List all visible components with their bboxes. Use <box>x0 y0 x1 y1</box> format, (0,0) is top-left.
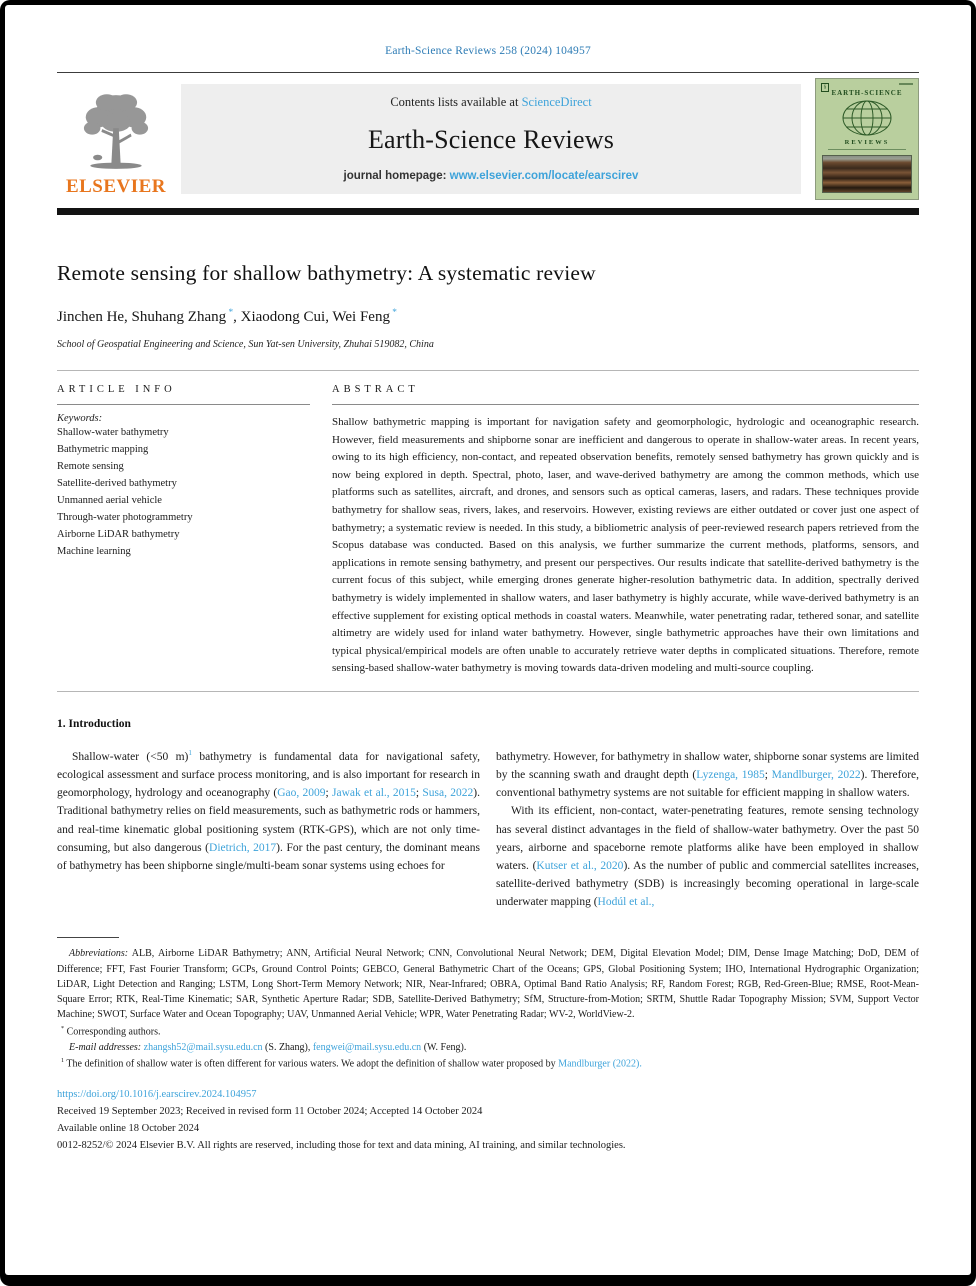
inline-link[interactable]: Kutser et al., 2020 <box>536 859 624 872</box>
text-segment: Corresponding authors. <box>64 1026 161 1038</box>
homepage-line <box>344 170 639 182</box>
text-segment: Abbreviations: <box>69 948 129 960</box>
abstract-column <box>332 384 919 678</box>
text-segment: * <box>61 1025 65 1033</box>
homepage-link[interactable]: www.elsevier.com/locate/earscirev <box>449 170 639 182</box>
article-info-column <box>57 384 310 678</box>
inline-link[interactable]: 1 <box>188 749 192 758</box>
inline-link[interactable]: Susa, 2022 <box>422 787 474 800</box>
text-segment: The definition of shallow water is often different for various waters. We adopt the definition of shallow water proposed by <box>64 1058 559 1070</box>
text-segment: Jinchen He, Shuhang Zhang <box>57 309 227 325</box>
text-segment: ). For the past century, the dominant means of bathymetry has been shipborne single/multi-beam sonar systems using echoes for <box>57 841 480 872</box>
inline-link[interactable]: fengwei@mail.sysu.edu.cn <box>312 1041 422 1053</box>
left-column <box>57 748 480 911</box>
text-segment: (S. Zhang), <box>262 1041 313 1053</box>
abstract-heading: ABSTRACT <box>332 384 419 395</box>
cover-photo <box>822 155 912 193</box>
keyword-item: Through-water photogrammetry <box>57 512 193 523</box>
inline-link[interactable]: Jawak et al., 2015 <box>332 787 416 800</box>
cover-subtitle-line <box>828 149 906 150</box>
abstract-rule <box>332 404 919 405</box>
text-segment: , Xiaodong Cui, Wei Feng <box>233 309 390 325</box>
keyword-item: Unmanned aerial vehicle <box>57 495 162 506</box>
right-column <box>496 748 919 911</box>
inline-link[interactable]: Hodúl et al., <box>597 896 655 909</box>
abbreviations-note <box>57 946 919 1022</box>
text-segment: E-mail addresses: <box>69 1041 144 1053</box>
elsevier-tree-icon <box>70 86 162 174</box>
article-footer <box>57 1087 919 1154</box>
contents-prefix: Contents lists available at <box>390 95 522 109</box>
article-title: Remote sensing for shallow bathymetry: A systematic review <box>57 261 596 285</box>
text-segment: bathymetry. However, for bathymetry in shallow water, shipborne sonar systems are limited by the scanning swath and draught depth ( <box>496 750 919 782</box>
text-segment: ). Traditional bathymetry relies on field measurements, such as bathymetric rods or hammers, and real-time kinematic global positioning system (RTK-GPS), which are not only time-consuming, but also dangerous ( <box>57 787 480 854</box>
cover-emblem-icon: § <box>821 83 829 92</box>
journal-cover-thumbnail[interactable] <box>815 78 919 200</box>
paper-page <box>5 5 971 1275</box>
cover-masthead: EARTH-SCIENCE <box>831 89 903 97</box>
body-columns <box>57 748 919 911</box>
email-addresses-note <box>57 1040 919 1055</box>
introduction-section <box>57 718 919 911</box>
text-segment: Shallow-water (<50 m) <box>72 750 189 763</box>
inline-link[interactable]: Lyzenga, 1985 <box>696 769 765 782</box>
affiliation: School of Geospatial Engineering and Science, Sun Yat-sen University, Zhuhai 519082, China <box>57 339 434 350</box>
keyword-item: Machine learning <box>57 546 131 557</box>
available-online-date: Available online 18 October 2024 <box>57 1123 200 1135</box>
abstract-text: Shallow bathymetric mapping is important for navigation safety and geomorphologic, hydrologic and oceanographic research. However, field measurements and shipborne sonar are inefficient and dangerous to operate in shallow-water areas. In recent years, owing to its high efficiency, non-contact, and repeated observation benefits, remotely sensed bathymetry has grown quickly and is now being explored in depth. Spectral, photo, laser, and wave-derived bathymetry are among the common methods, which use platforms such as satellites, aircraft, and drones, and sensors such as optical cameras, lasers, and radars. These techniques provide bathymetry for shallow seas, rivers, lakes, and reservoirs. However, existing reviews are either outdated or cover just one aspect of bathymetry; a systematic review is needed. In this study, a bibliometric analysis of peer-reviewed research papers retrieved from the Scopus database was conducted. Based on this analysis, we further summarize the current methods, platforms, sensors, and applications in remote sensing bathymetry, and present our perspectives. Our results indicate that satellite-derived bathymetry is the current focus of this subject, while emerging drones generate higher-resolution bathymetric data. In addition, spectrally derived bathymetry is widely implemented in shallow waters, and laser bathymetry is highly accurate, while wave-derived bathymetry is an effective supplement for existing optical methods in coastal waters. Meanwhile, water penetrating radar, tethered sonar, and satellite altimetry are widely used for inland water bathymetry. However, single bathymetric approaches have their own limitations and typical physical/empirical models are often unable to accurately retrieve water depths in complicated situations. Therefore, remote sensing-based shallow-water bathymetry is moving towards data-driven modeling and multi-source coupling. <box>332 416 919 675</box>
inline-link[interactable]: Mandlburger, 2022 <box>771 769 861 782</box>
author-line <box>57 308 919 326</box>
inline-link[interactable]: zhangsh52@mail.sysu.edu.cn <box>143 1041 263 1053</box>
text-segment: ALB, Airborne LiDAR Bathymetry; ANN, Artificial Neural Network; CNN, Convolutional Neural Network; DEM, Digital Elevation Model; DIM, Dense Image Matching; DoD, DEM of Difference; FFT, Fast Fourier Transform; GCPs, Ground Control Points; GEBCO, General Bathymetric Chart of the Oceans; GPS, Global Positioning System; IHO, International Hydrographic Organization; LiDAR, Light Detection and Ranging; LSTM, Long Short-Term Memory Network; NIR, Near-Infrared; OBRA, Optimal Band Ratio Analysis; RF, Random Forest; RGB, Red-Green-Blue; RMSE, Root-Mean-Square Error; RTK, Real-Time Kinematic; SAR, Synthetic Aperture Radar; SDB, Satellite-Derived Bathymetry; SfM, Structure-from-Motion; SRTM, Shuttle Radar Topography Mission; SVM, Support Vector Machine; SWOT, Surface Water and Ocean Topography; UAV, Unmanned Aerial Vehicle; WPR, Water Penetrating Radar; WV-2, WorldView-2. <box>57 948 919 1021</box>
doi-link[interactable]: https://doi.org/10.1016/j.earscirev.2024.104957 <box>57 1089 257 1101</box>
elsevier-logo[interactable] <box>57 84 175 200</box>
received-dates: Received 19 September 2023; Received in revised form 11 October 2024; Accepted 14 October 2024 <box>57 1106 483 1118</box>
text-segment: (W. Feng). <box>421 1041 467 1053</box>
inline-link[interactable]: Gao, 2009 <box>277 787 326 800</box>
keyword-item: Shallow-water bathymetry <box>57 427 169 438</box>
shallow-water-footnote <box>57 1056 919 1072</box>
keyword-item: Satellite-derived bathymetry <box>57 478 177 489</box>
elsevier-wordmark: ELSEVIER <box>65 176 167 197</box>
text-segment: ). Therefore, conventional bathymetry systems are not suitable for efficient mapping in shallow waters. <box>496 769 920 800</box>
keywords-label: Keywords: <box>57 413 103 424</box>
copyright-line: 0012-8252/© 2024 Elsevier B.V. All rights are reserved, including those for text and data mining, AI training, and similar technologies. <box>57 1139 626 1151</box>
footnotes-section <box>57 946 919 1071</box>
header-divider <box>57 72 919 73</box>
text-segment: ; <box>415 787 423 800</box>
text-segment: ; <box>325 787 333 800</box>
inline-link[interactable]: Mandlburger (2022). <box>558 1058 642 1070</box>
text-segment: ; <box>764 769 772 782</box>
keyword-item: Airborne LiDAR bathymetry <box>57 529 180 540</box>
journal-banner <box>57 84 919 200</box>
section-divider-bottom <box>57 691 919 692</box>
corresponding-authors-note <box>57 1024 919 1040</box>
journal-name: Earth-Science Reviews <box>367 125 615 154</box>
sciencedirect-link[interactable]: ScienceDirect <box>521 95 592 109</box>
introduction-heading: 1. Introduction <box>57 717 131 730</box>
cover-globe-icon <box>841 99 893 137</box>
inline-link[interactable]: Dietrich, 2017 <box>209 841 277 854</box>
text-segment: 1 <box>61 1056 65 1064</box>
intro-paragraph-left <box>57 748 480 875</box>
text-segment: bathymetry is fundamental data for navigational safety, ecological assessment and surface process monitoring, and is also important for research in geomorphology, hydrology and oceanography ( <box>57 750 481 800</box>
banner-bottom-bar <box>57 208 919 215</box>
info-abstract-section <box>57 384 919 678</box>
section-divider-top <box>57 370 919 371</box>
intro-paragraph-right-2 <box>496 802 919 911</box>
cover-reviews-label: REVIEWS <box>844 139 890 146</box>
intro-paragraph-right-1 <box>496 748 919 802</box>
article-info-heading: ARTICLE INFO <box>57 384 176 395</box>
banner-center <box>181 84 801 194</box>
keyword-item: Remote sensing <box>57 461 124 472</box>
article-info-rule <box>57 404 310 405</box>
text-segment: With its efficient, non-contact, water-penetrating features, remote sensing technology has several distinct advantages in the field of shallow-water bathymetry. Over the past 50 years, airborne and spaceborne remote platforms alike have been employed in shallow waters. ( <box>496 805 919 872</box>
cover-issue-mark <box>899 83 913 85</box>
keyword-item: Bathymetric mapping <box>57 444 149 455</box>
homepage-prefix: journal homepage: <box>343 170 450 182</box>
journal-reference[interactable]: Earth-Science Reviews 258 (2024) 104957 <box>385 45 591 57</box>
text-segment: ). As the number of public and commercial satellites increases, satellite-derived bathymetry (SDB) is increasingly becoming operational in large-scale underwater mapping ( <box>496 859 919 909</box>
inline-link[interactable]: * <box>226 308 234 318</box>
inline-link[interactable]: * <box>389 308 397 318</box>
footnote-divider <box>57 937 119 938</box>
contents-line <box>390 95 591 110</box>
